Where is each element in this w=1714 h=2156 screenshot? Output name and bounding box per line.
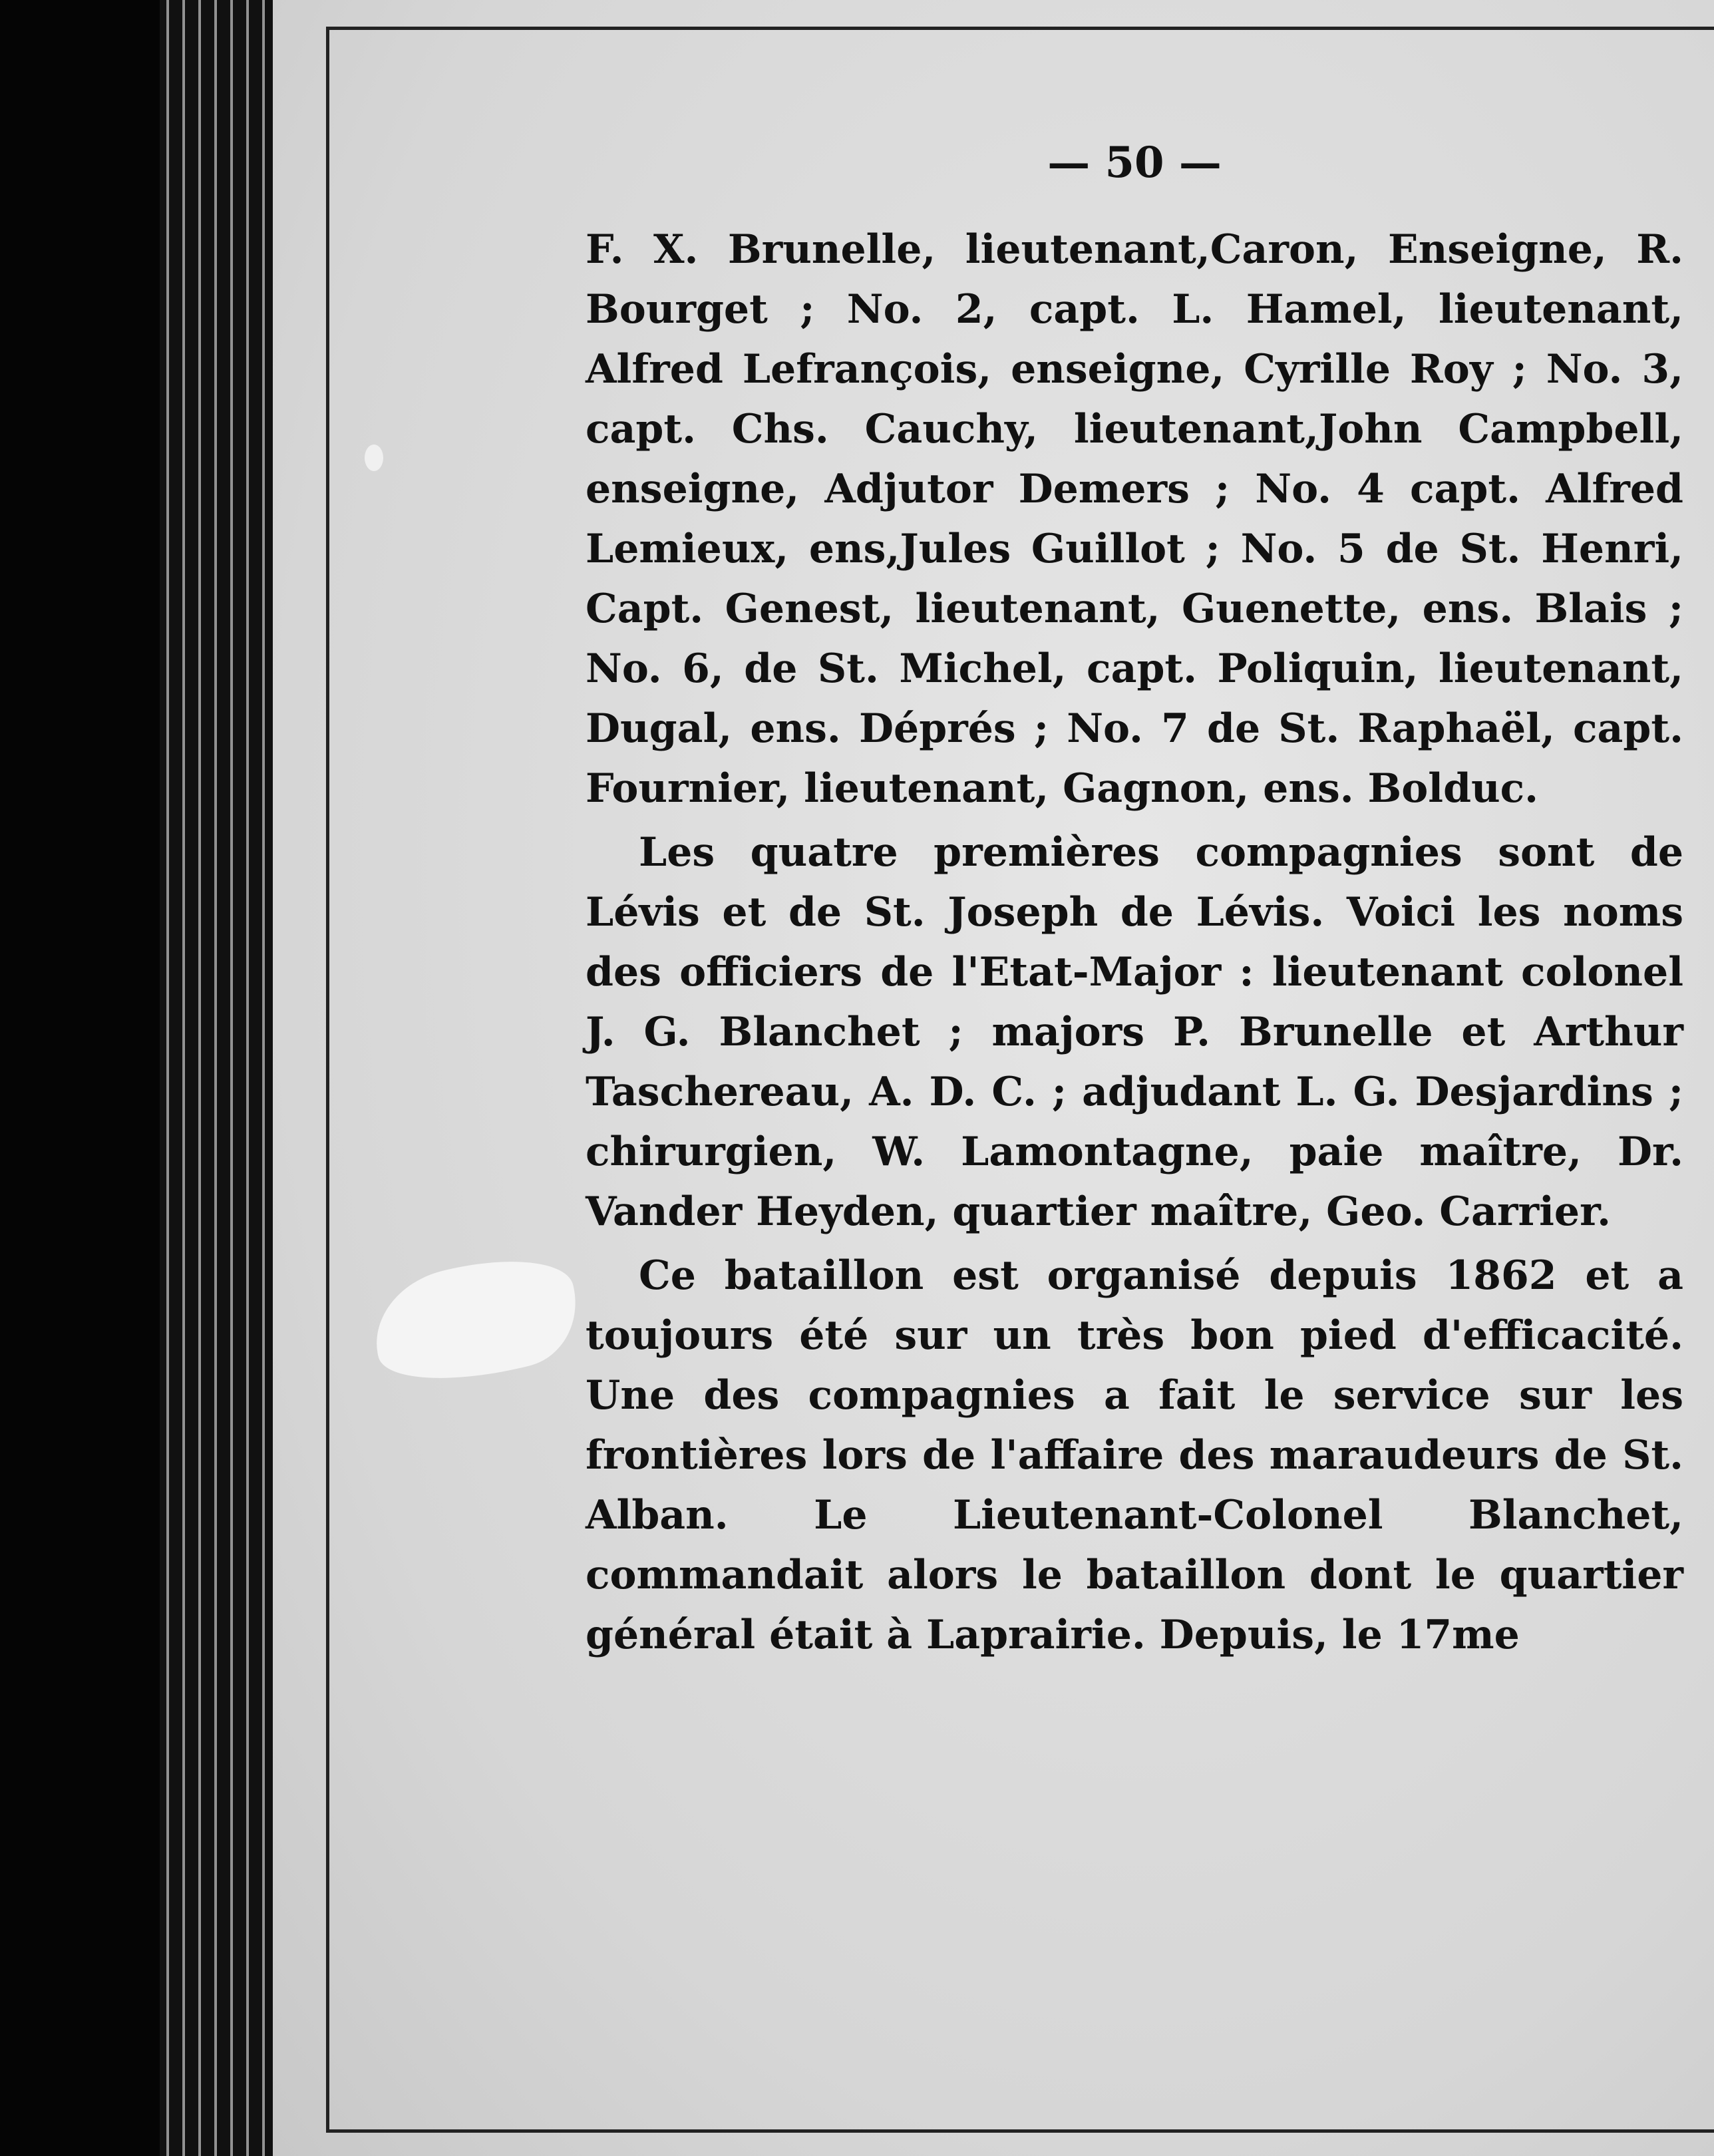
body-text [586,133,1683,1665]
paragraph-bataillon-history: Ce bataillon est organisé depuis 1862 et a toujours été sur un très bon pied d'efficacité. Une des compagnies a fait le service sur les frontières lors de l'affaire des maraudeurs de St. Alban. Le Lieutenant-Colonel Blanchet, commandait alors le bataillon dont le quartier général était à Laprairie. Depuis, le 17me [586,1252,1683,1658]
paragraph-officers-list: F. X. Brunelle, lieutenant,Caron, Enseigne, R. Bourget ; No. 2, capt. L. Hamel, lieutenant, Alfred Lefrançois, enseigne, Cyrille Roy ; No. 3, capt. Chs. Cauchy, lieutenant,John Campbell, enseigne, Adjutor Demers ; No. 4 capt. Alfred Lemieux, ens,Jules Guillot ; No. 5 de St. Henri, Capt. Genest, lieutenant, Guenette, ens. Blais ; No. 6, de St. Michel, capt. Poliquin, lieutenant, Dugal, ens. Déprés ; No. 7 de St. Raphaël, capt. Fournier, lieutenant, Gagnon, ens. Bolduc. [586,226,1683,812]
paragraph-etat-major: Les quatre premières compagnies sont de Lévis et de St. Joseph de Lévis. Voici les noms des officiers de l'Etat-Major : lieutenant colonel J. G. Blanchet ; majors P. Brunelle et Arthur Taschereau, A. D. C. ; adjudant L. G. Desjardins ; chirurgien, W. Lamontagne, paie maître, Dr. Vander Heyden, quartier maître, Geo. Carrier. [586,829,1683,1235]
page-number: — 50 — [1047,138,1222,188]
paper-blemish [365,445,383,471]
